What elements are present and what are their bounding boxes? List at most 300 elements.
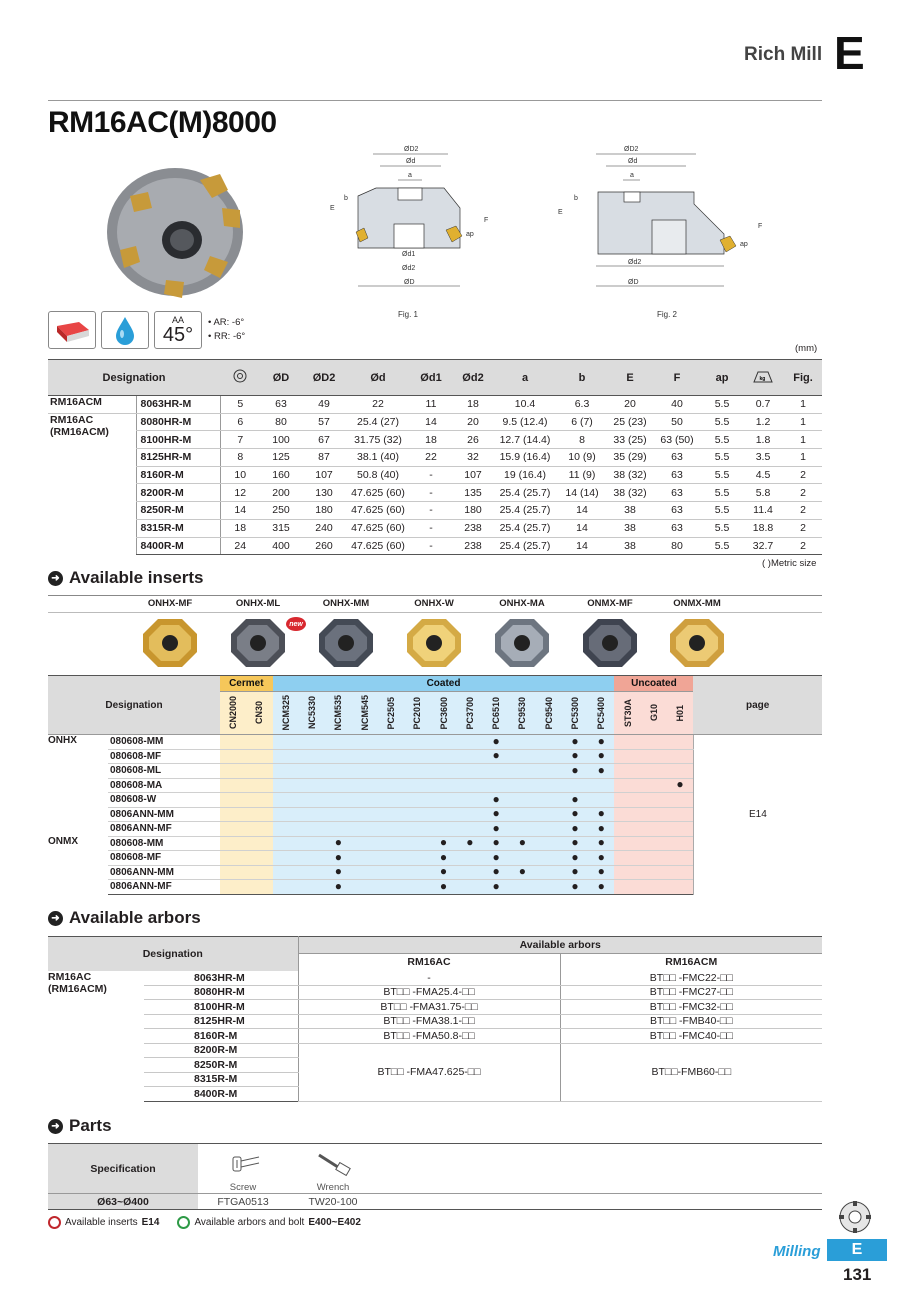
metric-size-note: ( )Metric size — [762, 558, 817, 569]
grade-cell — [536, 851, 562, 866]
grade-cell — [483, 749, 509, 764]
svg-text:Ød: Ød — [628, 158, 638, 165]
grade-cell — [404, 749, 430, 764]
col-bore2: Ød2 — [452, 360, 494, 396]
arbor-ac: BT□□ -FMA25.4-□□ — [298, 985, 560, 1000]
spec-cell: 5.5 — [702, 519, 742, 537]
figure-1-drawing — [318, 140, 496, 300]
grade-cell — [457, 880, 483, 895]
spec-cell: 5.5 — [702, 537, 742, 555]
grade-header — [299, 692, 325, 735]
grade-cell — [378, 749, 404, 764]
footer-category: Milling — [773, 1243, 821, 1260]
spec-cell: 18.8 — [742, 519, 784, 537]
arrow-right-icon: ➜ — [48, 571, 63, 586]
grade-cell — [246, 793, 272, 808]
grade-name: NCM535 — [333, 695, 344, 731]
grade-name: ST30A — [622, 698, 633, 727]
grade-cell — [325, 865, 351, 880]
arbor-row — [48, 971, 822, 986]
grade-cell — [614, 793, 640, 808]
availability-dot-icon: ● — [492, 733, 500, 748]
grade-cell — [273, 836, 299, 851]
grade-cell — [667, 851, 693, 866]
spec-cell: 49 — [302, 396, 346, 414]
grade-cell — [509, 735, 535, 750]
rake-angle-list — [208, 316, 245, 344]
spec-code: 8125HR-M — [136, 449, 220, 467]
grade-cell — [667, 749, 693, 764]
spec-cell: 1 — [784, 449, 822, 467]
spec-cell: 315 — [260, 519, 302, 537]
grade-cell — [378, 822, 404, 837]
grade-cell — [509, 749, 535, 764]
arbor-acm: BT□□ -FMC40-□□ — [560, 1029, 822, 1044]
series-line: RM16AC — [50, 413, 94, 426]
grade-cell — [457, 836, 483, 851]
availability-dot-icon: ● — [492, 864, 500, 879]
grade-header — [325, 692, 351, 735]
spec-row — [48, 466, 822, 484]
spec-cell: 2 — [784, 519, 822, 537]
header-divider — [48, 100, 822, 101]
spec-cell: 250 — [260, 502, 302, 520]
col-page: page — [693, 676, 822, 735]
ref-inserts-page[interactable]: E14 — [141, 1217, 160, 1228]
grade-cell — [614, 735, 640, 750]
insert-gallery-item — [657, 598, 737, 609]
insert-name: ONMX-MF — [587, 598, 633, 609]
screw-cell — [198, 1144, 288, 1194]
arbor-series — [48, 971, 144, 1102]
coolant-drop-icon — [101, 311, 149, 349]
screw-code: FTGA0513 — [198, 1194, 288, 1210]
availability-dot-icon: ● — [571, 806, 579, 821]
availability-dot-icon: ● — [466, 835, 474, 850]
spec-code: 8063HR-M — [136, 396, 220, 414]
grade-cell — [220, 880, 246, 895]
spec-cell: - — [410, 484, 452, 502]
grade-cell — [325, 822, 351, 837]
series-label: RM16ACM — [48, 396, 136, 414]
grade-cell — [509, 764, 535, 779]
ref-arbors-page[interactable]: E400~E402 — [308, 1217, 361, 1228]
col-fig: Fig. — [784, 360, 822, 396]
grade-cell — [273, 822, 299, 837]
grade-cell — [457, 749, 483, 764]
spec-cell: - — [410, 519, 452, 537]
grade-cell — [404, 822, 430, 837]
grade-cell — [588, 880, 614, 895]
spec-cell: 15.9 (16.4) — [494, 449, 556, 467]
grade-cell — [483, 880, 509, 895]
arrow-right-icon: ➜ — [48, 1119, 63, 1134]
grade-cell — [483, 793, 509, 808]
spec-cell: - — [410, 502, 452, 520]
availability-dot-icon: ● — [571, 733, 579, 748]
spec-cell: 8 — [220, 449, 260, 467]
spec-cell: 6 — [220, 413, 260, 431]
grade-cell — [325, 880, 351, 895]
spec-cell: 22 — [346, 396, 410, 414]
col-designation: Designation — [48, 360, 220, 396]
insert-series: ONMX — [48, 836, 78, 847]
spec-cell: 12.7 (14.4) — [494, 431, 556, 449]
grade-cell — [430, 836, 456, 851]
grade-name: PC5300 — [570, 696, 580, 730]
availability-dot-icon: ● — [571, 878, 579, 893]
col-rm16acm: RM16ACM — [560, 954, 822, 971]
col-bore1: Ød1 — [410, 360, 452, 396]
grade-cell — [562, 807, 588, 822]
arbor-row — [48, 1014, 822, 1029]
grade-cell — [641, 735, 667, 750]
grade-cell — [430, 793, 456, 808]
grade-cell — [273, 880, 299, 895]
grade-cell — [246, 880, 272, 895]
arbor-reference-icon — [177, 1216, 190, 1229]
grade-header — [536, 692, 562, 735]
spec-cell: 38 (32) — [608, 466, 652, 484]
grade-name: PC2505 — [385, 696, 396, 730]
grade-header — [273, 692, 299, 735]
wrench-code: TW20-100 — [288, 1194, 378, 1210]
availability-dot-icon: ● — [518, 864, 527, 879]
col-designation: Designation — [48, 676, 220, 735]
spec-cell: 180 — [452, 502, 494, 520]
spec-cell: 80 — [652, 537, 702, 555]
spec-cell: 80 — [260, 413, 302, 431]
grade-cell — [404, 851, 430, 866]
grade-cell — [614, 865, 640, 880]
spec-cell: 11 (9) — [556, 466, 608, 484]
grade-cell — [641, 822, 667, 837]
availability-dot-icon: ● — [439, 849, 448, 864]
spec-cell: 10 (9) — [556, 449, 608, 467]
grade-cell — [246, 735, 272, 750]
grade-cell — [536, 822, 562, 837]
grade-cell — [562, 822, 588, 837]
grade-cell — [325, 836, 351, 851]
spec-cell: 14 (14) — [556, 484, 608, 502]
arbor-code: 8063HR-M — [144, 971, 298, 986]
col-f: F — [652, 360, 702, 396]
col-od: ØD — [260, 360, 302, 396]
grade-cell — [246, 851, 272, 866]
grade-cell — [509, 836, 535, 851]
spec-cell: - — [410, 466, 452, 484]
grade-cell — [378, 851, 404, 866]
availability-dot-icon: ● — [571, 864, 579, 879]
insert-code: 080608-MM — [108, 836, 220, 851]
grade-cell — [588, 749, 614, 764]
grade-cell — [614, 807, 640, 822]
availability-dot-icon: ● — [492, 849, 500, 864]
insert-photo — [492, 616, 552, 670]
spec-cell: 12 — [220, 484, 260, 502]
svg-text:b: b — [574, 195, 578, 202]
arbor-acm: BT□□ -FMC32-□□ — [560, 1000, 822, 1015]
spec-cell: 1 — [784, 396, 822, 414]
grade-name: G10 — [648, 704, 659, 722]
spec-cell: 2 — [784, 537, 822, 555]
grade-cell — [430, 749, 456, 764]
col-a: a — [494, 360, 556, 396]
spec-code: 8100HR-M — [136, 431, 220, 449]
col-specification: Specification — [48, 1144, 198, 1194]
section-divider — [48, 595, 822, 596]
grade-cell — [299, 851, 325, 866]
spec-code: 8080HR-M — [136, 413, 220, 431]
spec-cell: 63 — [652, 484, 702, 502]
arbor-code: 8080HR-M — [144, 985, 298, 1000]
col-available-arbors: Available arbors — [298, 937, 822, 954]
grade-name: PC9530 — [517, 696, 528, 730]
spec-cell: 11.4 — [742, 502, 784, 520]
grade-cell — [562, 735, 588, 750]
col-od2: ØD2 — [302, 360, 346, 396]
grade-cell — [536, 778, 562, 793]
svg-text:a: a — [630, 172, 634, 179]
grade-name: PC2010 — [412, 696, 423, 730]
series-line: (RM16ACM) — [50, 425, 109, 438]
grade-cell — [299, 836, 325, 851]
grade-cell — [273, 749, 299, 764]
spec-cell: 100 — [260, 431, 302, 449]
axial-rake: • AR: -6° — [208, 317, 245, 328]
grade-cell — [246, 778, 272, 793]
grade-cell — [536, 749, 562, 764]
insert-photo — [580, 616, 640, 670]
group-cermet: Cermet — [220, 676, 273, 692]
grade-cell — [562, 778, 588, 793]
spec-code: 8200R-M — [136, 484, 220, 502]
grade-cell — [509, 778, 535, 793]
grade-row — [48, 735, 822, 750]
availability-dot-icon: ● — [571, 820, 579, 835]
spec-cell: 2 — [784, 484, 822, 502]
availability-dot-icon: ● — [492, 835, 500, 850]
grade-cell — [483, 764, 509, 779]
insert-gallery-item — [306, 598, 386, 609]
parts-range: Ø63~Ø400 — [48, 1194, 198, 1210]
parts-spacer — [378, 1144, 822, 1194]
grade-cell — [457, 822, 483, 837]
grade-cell — [536, 793, 562, 808]
grade-cell — [509, 793, 535, 808]
col-b: b — [556, 360, 608, 396]
availability-dot-icon: ● — [492, 791, 500, 806]
grade-cell — [273, 851, 299, 866]
grade-cell — [588, 836, 614, 851]
spec-cell: 7 — [220, 431, 260, 449]
arbor-code: 8400R-M — [144, 1087, 298, 1102]
spec-cell: 6.3 — [556, 396, 608, 414]
grade-cell — [378, 764, 404, 779]
arbor-ac: - — [298, 971, 560, 986]
svg-text:a: a — [408, 172, 412, 179]
arbor-code: 8200R-M — [144, 1043, 298, 1058]
spec-row — [48, 484, 822, 502]
grade-name: NC5330 — [307, 696, 318, 730]
svg-text:ØD: ØD — [404, 279, 415, 286]
arbor-code: 8315R-M — [144, 1072, 298, 1087]
wrench-icon — [313, 1151, 353, 1179]
grade-cell — [562, 865, 588, 880]
availability-dot-icon: ● — [571, 849, 579, 864]
grade-cell — [614, 749, 640, 764]
availability-dot-icon: ● — [597, 864, 605, 879]
spec-cell: 2 — [784, 466, 822, 484]
spec-cell: 9.5 (12.4) — [494, 413, 556, 431]
spec-cell: 5.5 — [702, 431, 742, 449]
availability-dot-icon: ● — [518, 835, 527, 850]
grade-cell — [641, 793, 667, 808]
spec-code: 8250R-M — [136, 502, 220, 520]
arbor-table — [48, 936, 822, 1102]
insert-gallery-item — [130, 598, 210, 609]
spec-cell: 38 — [608, 519, 652, 537]
grade-cell — [404, 778, 430, 793]
grade-cell — [404, 807, 430, 822]
grade-cell — [588, 865, 614, 880]
spec-cell: 22 — [410, 449, 452, 467]
grade-cell — [351, 735, 377, 750]
grade-cell — [588, 735, 614, 750]
arbor-acm: BT□□-FMB60-□□ — [560, 1043, 822, 1101]
spec-cell: 63 — [652, 519, 702, 537]
grade-cell — [641, 865, 667, 880]
svg-text:Ød: Ød — [406, 158, 416, 165]
spec-cell: 5.5 — [702, 396, 742, 414]
lead-angle-icon — [154, 311, 202, 349]
grade-cell — [562, 880, 588, 895]
grade-cell — [430, 822, 456, 837]
grade-name: NCM545 — [359, 695, 370, 731]
spec-cell: 63 — [652, 502, 702, 520]
svg-text:F: F — [758, 223, 763, 230]
grade-cell — [325, 851, 351, 866]
spec-cell: 50 — [652, 413, 702, 431]
spec-cell: 38 — [608, 502, 652, 520]
grade-cell — [404, 836, 430, 851]
grade-cell — [536, 880, 562, 895]
grade-cell — [430, 778, 456, 793]
availability-dot-icon: ● — [597, 835, 605, 850]
grade-name: PC9540 — [543, 696, 554, 730]
grade-cell — [220, 807, 246, 822]
insert-code: 0806ANN-MM — [108, 807, 220, 822]
grade-cell — [588, 793, 614, 808]
spec-cell: 5.8 — [742, 484, 784, 502]
availability-dot-icon: ● — [571, 748, 579, 763]
spec-cell: 5.5 — [702, 413, 742, 431]
grade-cell — [509, 865, 535, 880]
grade-cell — [325, 735, 351, 750]
arbor-row — [48, 985, 822, 1000]
grade-cell — [273, 764, 299, 779]
grade-header — [641, 692, 667, 735]
grade-cell — [220, 793, 246, 808]
grade-cell — [430, 764, 456, 779]
grade-cell — [220, 851, 246, 866]
arbor-acm: BT□□ -FMC27-□□ — [560, 985, 822, 1000]
insert-code: 080608-MF — [108, 851, 220, 866]
insert-series: ONHX — [48, 735, 77, 746]
grade-cell — [483, 822, 509, 837]
grade-cell — [588, 851, 614, 866]
insert-name: ONHX-MA — [499, 598, 545, 609]
section-title: Available inserts — [69, 568, 204, 587]
availability-dot-icon: ● — [571, 835, 579, 850]
cutter-photo — [100, 160, 250, 300]
grade-cell — [351, 822, 377, 837]
spec-cell: 0.7 — [742, 396, 784, 414]
spec-row — [48, 413, 822, 431]
spec-row — [48, 502, 822, 520]
svg-text:ØD: ØD — [628, 279, 639, 286]
grade-cell — [299, 793, 325, 808]
availability-dot-icon: ● — [492, 748, 500, 763]
spec-cell: 38.1 (40) — [346, 449, 410, 467]
arbor-code: 8250R-M — [144, 1058, 298, 1073]
svg-text:Ød1: Ød1 — [402, 251, 416, 258]
grade-cell — [588, 822, 614, 837]
arbor-row — [48, 1000, 822, 1015]
spec-cell: 1.8 — [742, 431, 784, 449]
col-e: E — [608, 360, 652, 396]
spec-cell: 200 — [260, 484, 302, 502]
insert-gallery-item — [218, 598, 298, 609]
grade-cell — [325, 764, 351, 779]
group-coated: Coated — [273, 676, 615, 692]
grade-cell — [536, 836, 562, 851]
col-ap: ap — [702, 360, 742, 396]
spec-cell: 180 — [302, 502, 346, 520]
insert-gallery-item — [394, 598, 474, 609]
availability-dot-icon: ● — [676, 777, 684, 792]
spec-cell: 11 — [410, 396, 452, 414]
footer-references — [48, 1216, 375, 1229]
spec-cell: 10 — [220, 466, 260, 484]
figure-1-caption: Fig. 1 — [398, 310, 419, 319]
grade-cell — [404, 880, 430, 895]
grade-cell — [614, 822, 640, 837]
availability-dot-icon: ● — [439, 864, 448, 879]
grade-cell — [457, 778, 483, 793]
wrench-label: Wrench — [316, 1182, 350, 1193]
availability-dot-icon: ● — [597, 849, 605, 864]
col-designation: Designation — [48, 937, 298, 971]
svg-text:E: E — [558, 209, 563, 216]
screw-icon — [223, 1151, 263, 1179]
grade-cell — [273, 865, 299, 880]
insert-name: ONMX-MM — [673, 598, 721, 609]
insert-reference-icon — [48, 1216, 61, 1229]
spec-cell: 63 — [652, 449, 702, 467]
spec-cell: 3.5 — [742, 449, 784, 467]
parts-table — [48, 1143, 822, 1210]
spec-cell: 87 — [302, 449, 346, 467]
grade-cell — [378, 836, 404, 851]
grade-cell — [299, 735, 325, 750]
svg-text:ØD2: ØD2 — [624, 146, 639, 153]
spec-cell: 1 — [784, 431, 822, 449]
spec-cell: 47.625 (60) — [346, 537, 410, 555]
insert-name: ONHX-MF — [147, 598, 193, 609]
wrench-cell — [288, 1144, 378, 1194]
spec-cell: 5.5 — [702, 466, 742, 484]
